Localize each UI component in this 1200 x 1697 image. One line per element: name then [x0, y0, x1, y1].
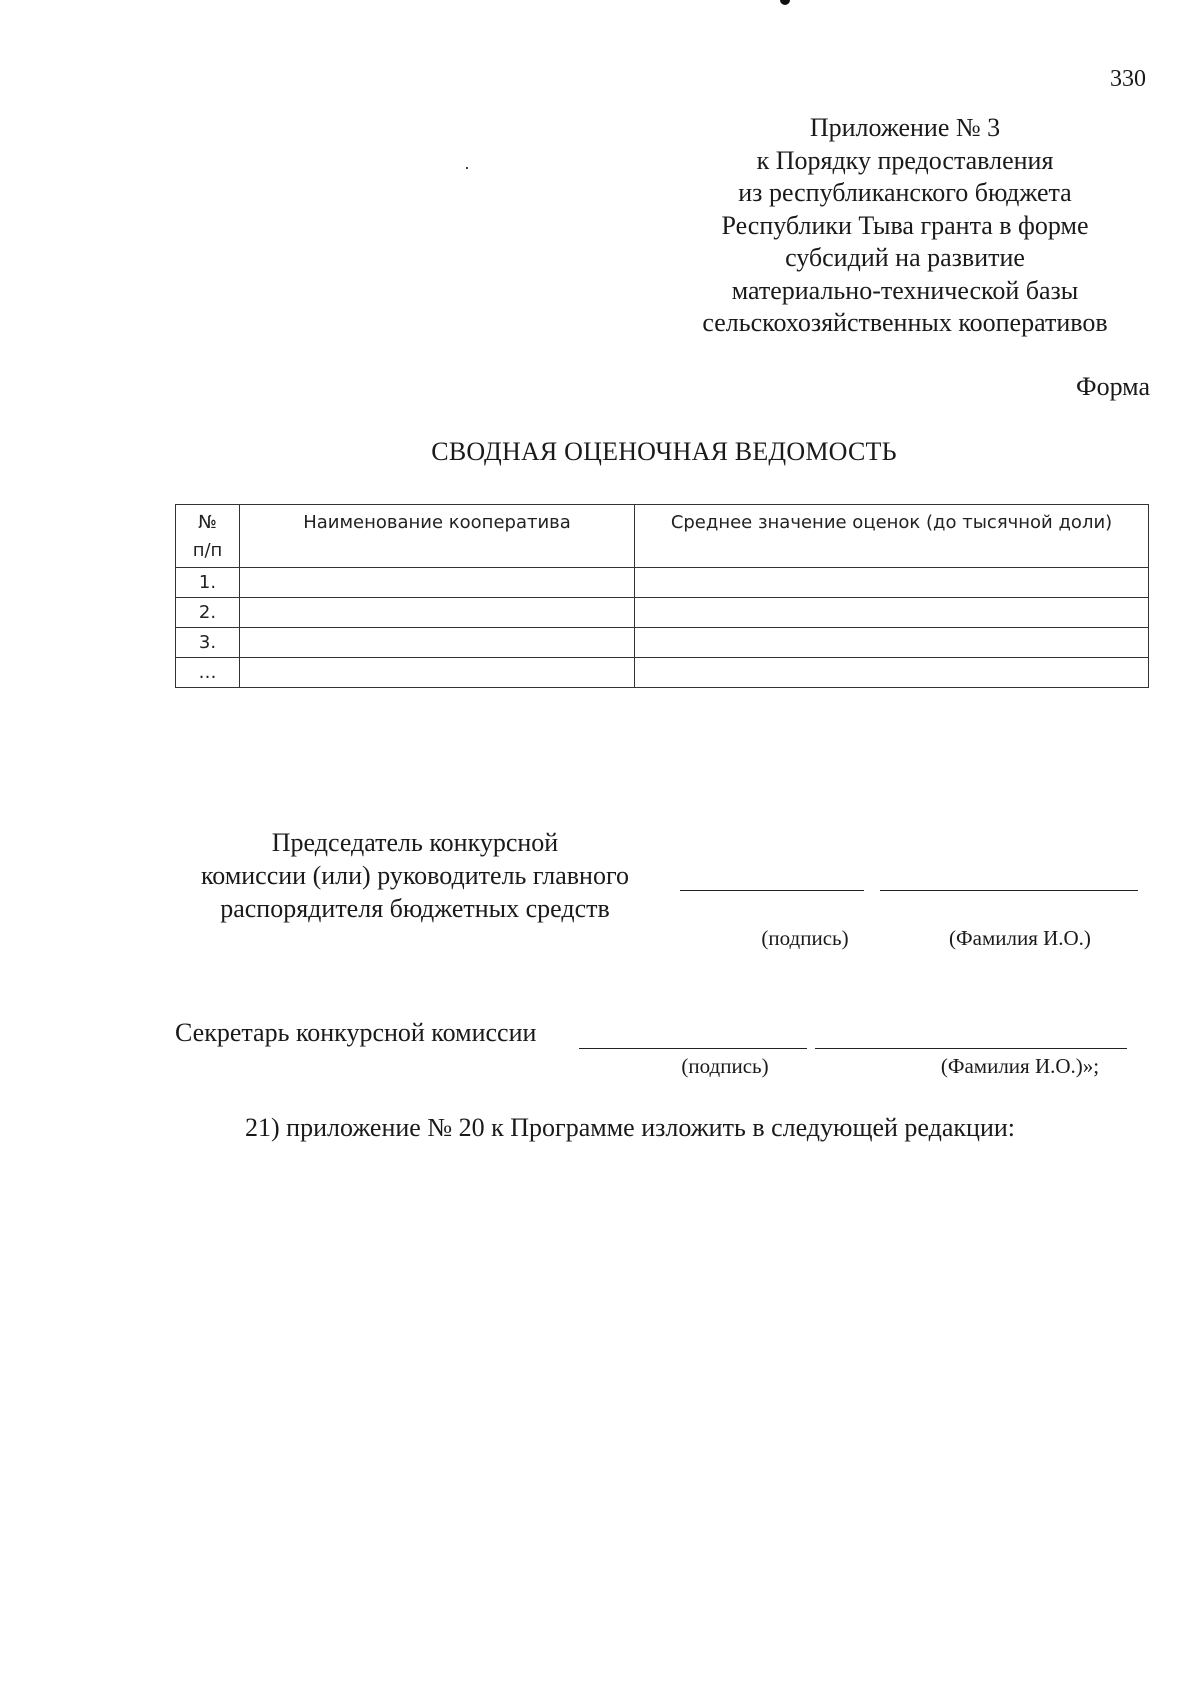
header-number-line2: п/п [192, 540, 223, 561]
form-label: Форма [1076, 372, 1150, 401]
row-number: 1. [176, 568, 240, 598]
row-number: 3. [176, 628, 240, 658]
appendix-line: сельскохозяйственных кооперативов [702, 308, 1108, 337]
row-average-score [635, 568, 1149, 598]
table-row [176, 598, 1149, 628]
secretary-name-caption: (Фамилия И.О.)»; [940, 1054, 1100, 1078]
chairman-name-line [880, 890, 1138, 891]
header-number [176, 505, 240, 568]
row-average-score [635, 658, 1149, 688]
chairman-name-caption: (Фамилия И.О.) [949, 926, 1091, 950]
table-row [176, 628, 1149, 658]
secretary-name-line [815, 1048, 1127, 1049]
appendix-line: из республиканского бюджета [738, 178, 1072, 207]
secretary-signature-caption: (подпись) [681, 1054, 769, 1078]
header-number-line1: № [198, 512, 217, 533]
row-cooperative-name [240, 658, 635, 688]
chairman-signature-caption: (подпись) [761, 926, 849, 950]
chairman-signature-line [680, 890, 864, 891]
table-header-row [176, 505, 1149, 568]
chairman-block [170, 826, 660, 925]
chairman-line: комиссии (или) руководитель главного [201, 861, 629, 890]
page-number: 330 [1110, 66, 1146, 92]
scan-artifact-mark [780, 0, 790, 5]
evaluation-table [175, 504, 1149, 688]
secretary-signature-line [579, 1048, 807, 1049]
row-number: 2. [176, 598, 240, 628]
row-average-score [635, 628, 1149, 658]
row-cooperative-name [240, 598, 635, 628]
scan-artifact-dot [466, 167, 468, 169]
amendment-paragraph: 21) приложение № 20 к Программе изложить в следующей редакции: [245, 1113, 1015, 1142]
table-row [176, 568, 1149, 598]
table-row [176, 658, 1149, 688]
row-cooperative-name [240, 568, 635, 598]
appendix-line: Республики Тыва гранта в форме [721, 210, 1089, 240]
header-average-score: Среднее значение оценок (до тысячной доли) [635, 505, 1149, 568]
row-cooperative-name [240, 628, 635, 658]
appendix-line: к Порядку предоставления [756, 145, 1054, 175]
appendix-header [660, 112, 1150, 340]
appendix-line: субсидий на развитие [785, 243, 1025, 272]
chairman-line: Председатель конкурсной [271, 828, 559, 857]
row-number: … [176, 658, 240, 688]
document-title: СВОДНАЯ ОЦЕНОЧНАЯ ВЕДОМОСТЬ [431, 437, 897, 466]
header-cooperative-name: Наименование кооператива [240, 505, 635, 568]
appendix-line: материально-технической базы [731, 275, 1079, 305]
chairman-line: распорядителя бюджетных средств [220, 894, 610, 923]
appendix-line: Приложение № 3 [809, 113, 1001, 142]
row-average-score [635, 598, 1149, 628]
secretary-label: Секретарь конкурсной комиссии [175, 1018, 537, 1047]
